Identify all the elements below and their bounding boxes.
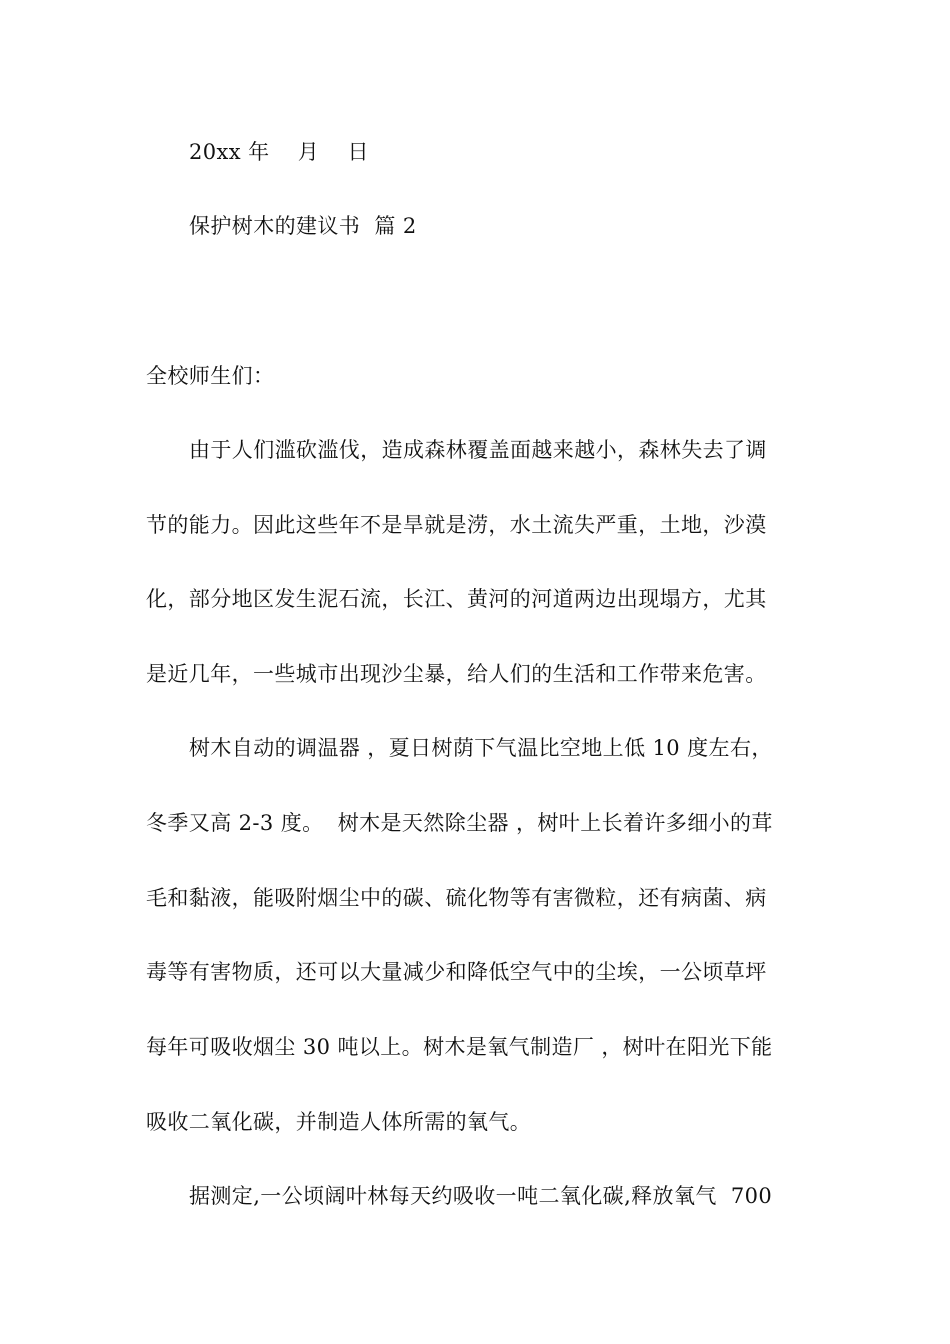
paragraph-line: 每年可吸收烟尘 30 吨以上。树木是氧气制造厂 ，树叶在阳光下能 [146, 1035, 773, 1059]
paragraph-line: 吸收二氧化碳，并制造人体所需的氧气。 [146, 1110, 532, 1134]
paragraph-line: 是近几年，一些城市出现沙尘暴，给人们的生活和工作带来危害。 [146, 662, 767, 686]
paragraph-line: 化，部分地区发生泥石流，长江、黄河的河道两边出现塌方，尤其 [146, 587, 767, 611]
paragraph-line: 据测定,一公顷阔叶林每天约吸收一吨二氧化碳,释放氧气 700 [189, 1184, 773, 1208]
paragraph-line: 由于人们滥砍滥伐，造成森林覆盖面越来越小，森林失去了调 [189, 438, 767, 462]
paragraph-line: 毛和黏液，能吸附烟尘中的碳、硫化物等有害微粒，还有病菌、病 [146, 886, 767, 910]
paragraph-line: 毒等有害物质，还可以大量减少和降低空气中的尘埃，一公顷草坪 [146, 960, 767, 984]
salutation: 全校师生们： [146, 364, 275, 388]
paragraph-line: 树木自动的调温器 ，夏日树荫下气温比空地上低 10 度左右， [189, 736, 773, 760]
section-title: 保护树木的建议书 篇 2 [189, 214, 417, 238]
paragraph-line: 节的能力。因此这些年不是旱就是涝，水土流失严重，土地，沙漠 [146, 513, 767, 537]
paragraph-line: 冬季又高 2-3 度。 树木是天然除尘器 ，树叶上长着许多细小的茸 [146, 811, 773, 835]
date-line: 20xx 年 月 日 [189, 140, 369, 164]
